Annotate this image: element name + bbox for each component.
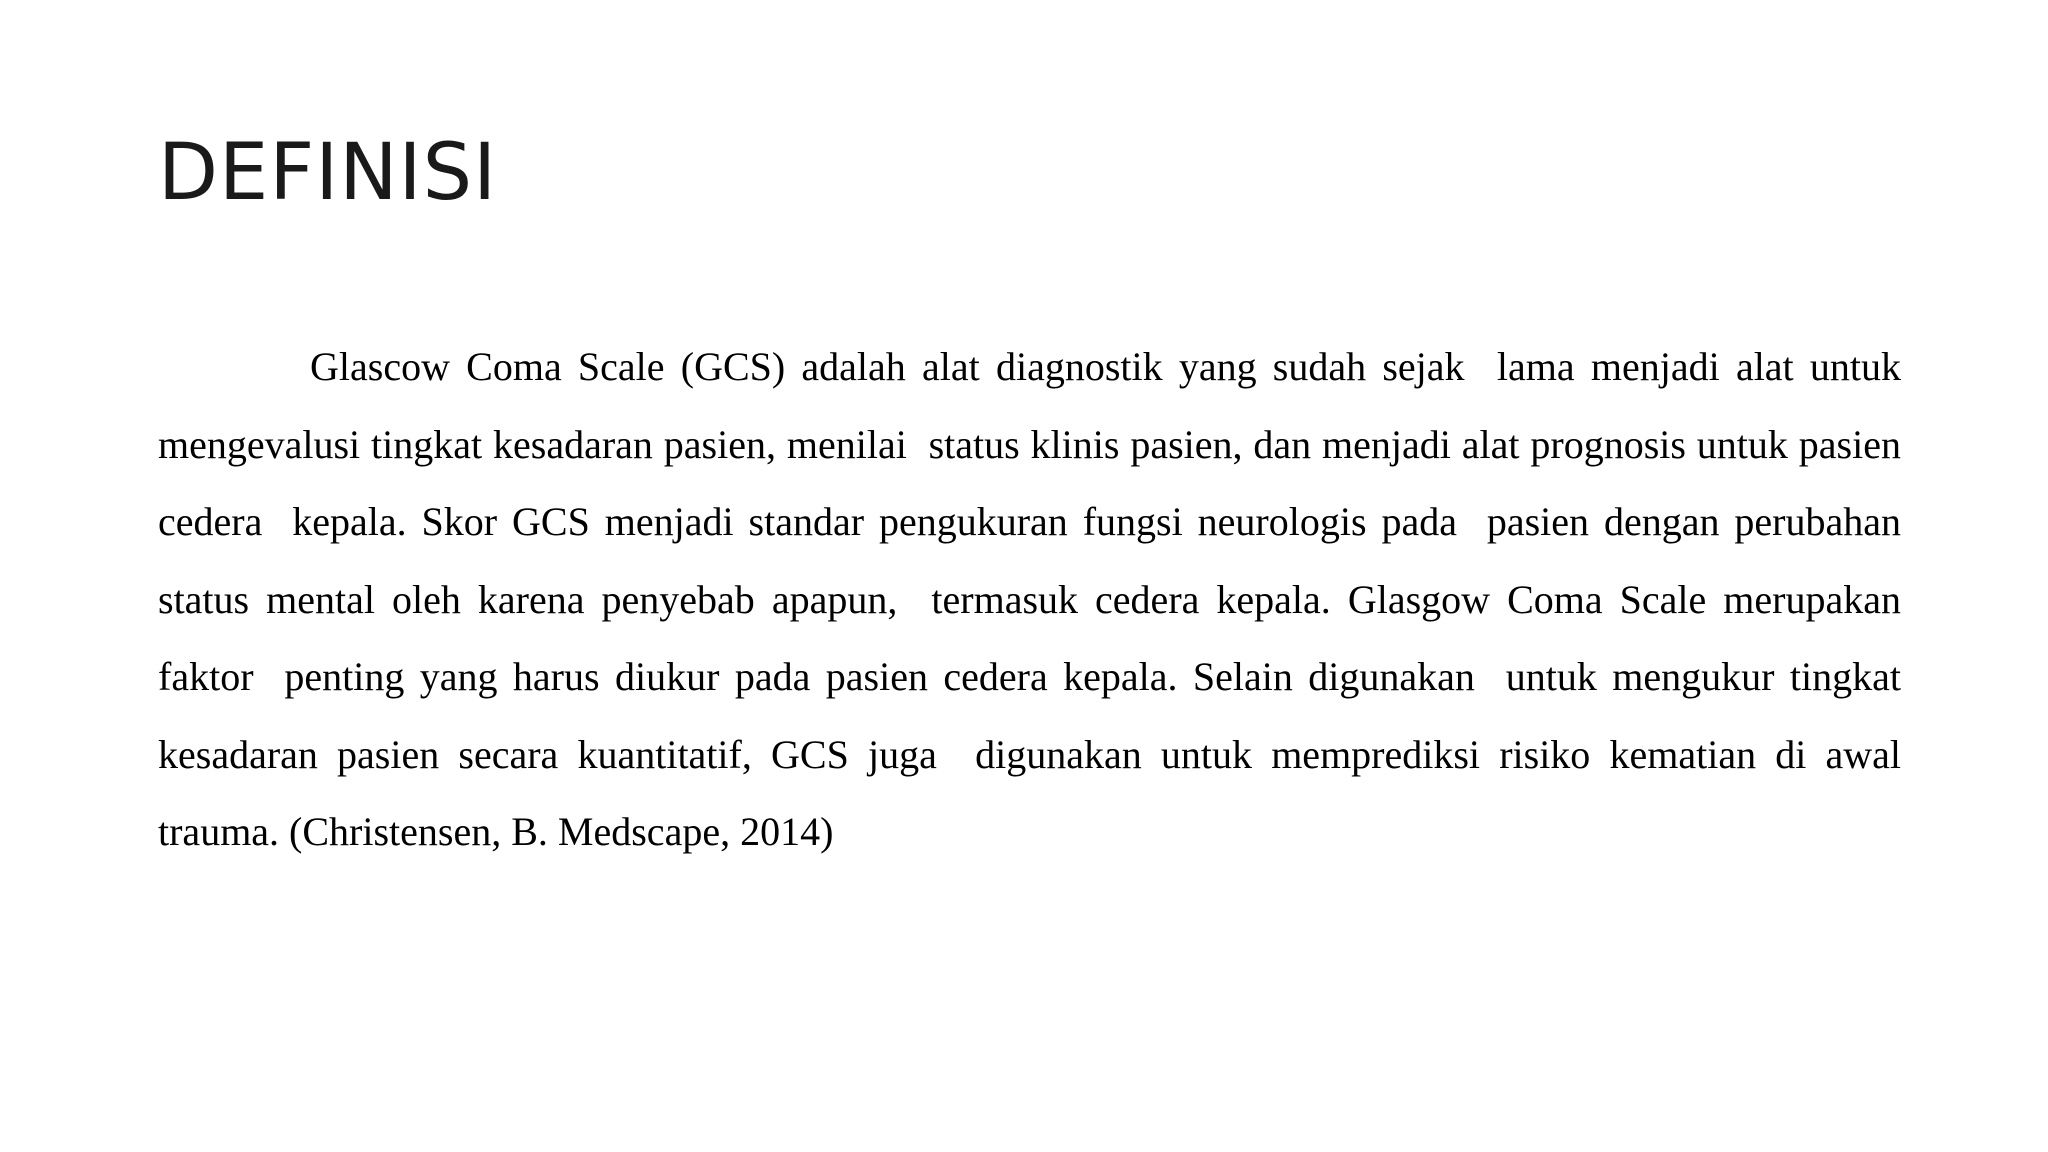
definition-paragraph: Glascow Coma Scale (GCS) adalah alat diagnostik yang sudah sejak lama menjadi alat untuk mengevalusi tingkat kesadaran pasien, menilai status klinis pasien, dan menjadi alat prognosis untuk pasien cedera kepala. Skor GCS menjadi standar pengukuran fungsi neurologis pada pasien dengan perubahan status mental oleh karena penyebab apapun, termasuk cedera kepala. Glasgow Coma Scale merupakan faktor penting yang harus diukur pada pasien cedera kepala. Selain digunakan untuk mengukur tingkat kesadaran pasien secara kuantitatif, GCS juga digunakan untuk memprediksi risiko kematian di awal trauma. (Christensen, B. Medscape, 2014) [158, 344, 1921, 854]
slide-title: DEFINISI [158, 128, 498, 218]
